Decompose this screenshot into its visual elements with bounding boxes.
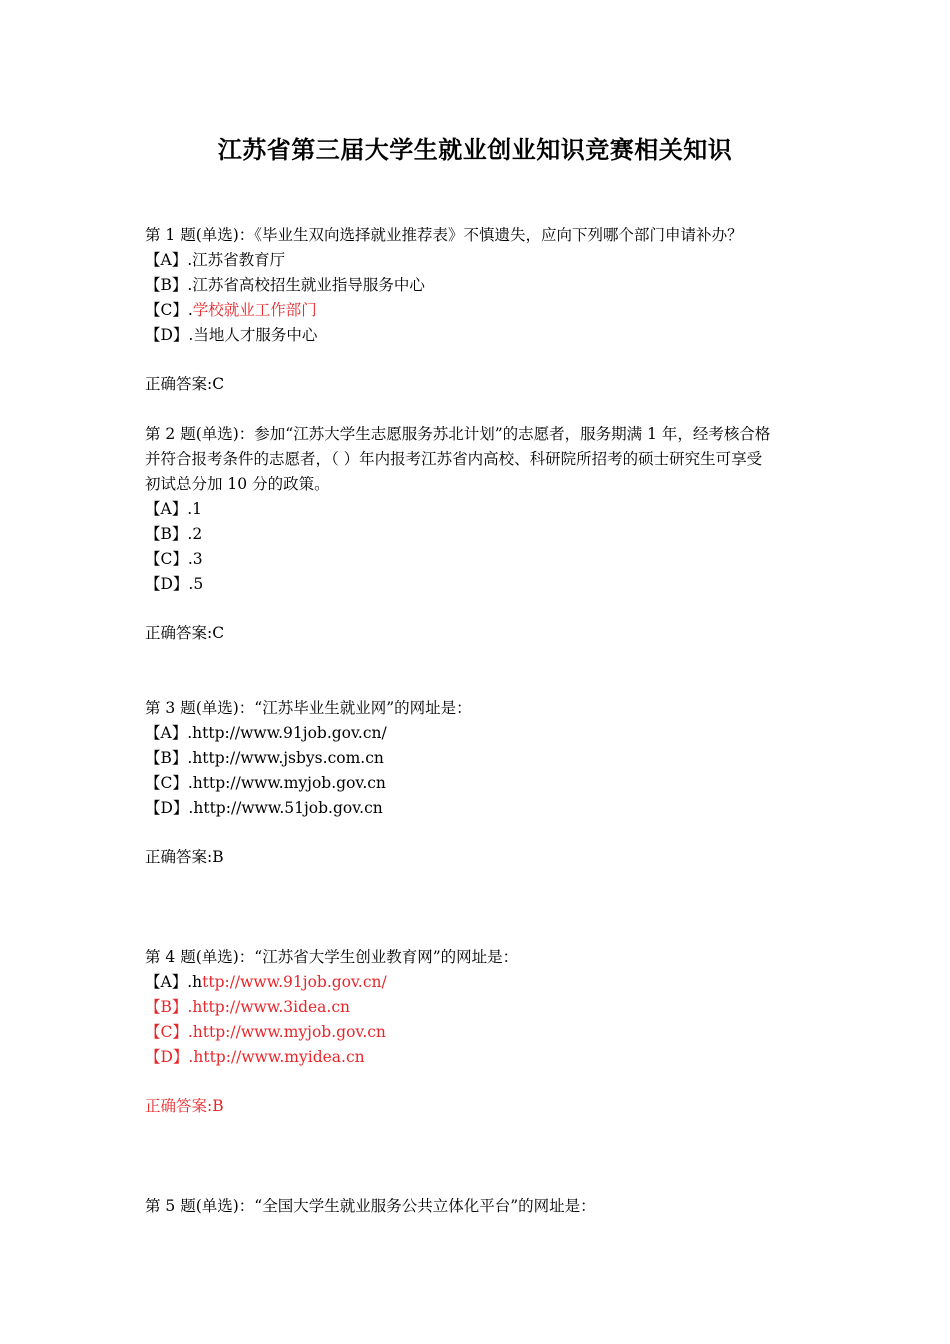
q5-stem: 第 5 题(单选)：“全国大学生就业服务公共立体化平台”的网址是： — [145, 1197, 596, 1215]
option-key: 【A】.h — [145, 973, 203, 991]
q1-answer: 正确答案:C — [145, 375, 225, 393]
option-key: 【B】. — [145, 525, 193, 543]
q3-option-c — [145, 771, 815, 796]
q2-stem-line-2: 并符合报考条件的志愿者，（ ）年内报考江苏省内高校、科研院所招考的硕士研究生可享受 — [145, 450, 763, 468]
option-key: 【B】. — [145, 749, 193, 767]
option-text: http://www.51job.gov.cn — [193, 799, 383, 817]
q2-option-a — [145, 497, 815, 522]
option-key: 【C】. — [145, 1023, 193, 1041]
option-text-highlighted: 学校就业工作部门 — [192, 301, 317, 319]
option-text: 1 — [192, 500, 202, 518]
option-text: 2 — [192, 525, 203, 543]
option-text-highlighted: ttp://www.91job.gov.cn/ — [202, 973, 387, 991]
option-key: 【B】. — [145, 276, 193, 294]
q3-answer: 正确答案:B — [145, 848, 224, 866]
option-text: http://www.myidea.cn — [193, 1048, 365, 1066]
q1-option-a — [145, 248, 815, 273]
option-key: 【A】. — [145, 251, 193, 269]
q3-stem: 第 3 题(单选)：“江苏毕业生就业网”的网址是： — [145, 699, 472, 717]
q3-option-a — [145, 721, 815, 746]
option-key: 【D】. — [145, 1048, 194, 1066]
q3-option-d — [145, 796, 815, 821]
option-key: 【D】. — [145, 799, 194, 817]
q1-option-d — [145, 323, 815, 348]
option-key: 【D】. — [145, 326, 194, 344]
option-key: 【D】. — [145, 575, 194, 593]
option-text: 江苏省高校招生就业指导服务中心 — [192, 276, 425, 294]
option-text: http://www.jsbys.com.cn — [192, 749, 384, 767]
q2-option-b — [145, 522, 815, 547]
option-text: 5 — [193, 575, 204, 593]
option-text: http://www.91job.gov.cn/ — [192, 724, 387, 742]
option-text: 当地人才服务中心 — [193, 326, 318, 344]
q1-option-c — [145, 298, 815, 323]
q1-stem: 第 1 题(单选)：《毕业生双向选择就业推荐表》不慎遗失，应向下列哪个部门申请补办？ — [145, 226, 743, 244]
q4-option-c — [145, 1020, 815, 1045]
option-key: 【C】. — [145, 301, 193, 319]
q1-option-b — [145, 273, 815, 298]
q2-stem-line-3: 初试总分加 10 分的政策。 — [145, 475, 330, 493]
q2-stem-line-1: 第 2 题(单选)：参加“江苏大学生志愿服务苏北计划”的志愿者，服务期满 1 年，经考核合格 — [145, 425, 771, 443]
option-text: 3 — [192, 550, 203, 568]
q4-option-b — [145, 995, 815, 1020]
q2-answer: 正确答案:C — [145, 624, 225, 642]
option-key: 【C】. — [145, 774, 193, 792]
option-text: http://www.myjob.gov.cn — [192, 1023, 386, 1041]
q4-answer: 正确答案:B — [145, 1097, 224, 1115]
option-key: 【C】. — [145, 550, 193, 568]
option-text: http://www.3idea.cn — [192, 998, 350, 1016]
q2-option-c — [145, 547, 815, 572]
option-key: 【A】. — [145, 724, 193, 742]
q4-option-a — [145, 970, 815, 995]
q4-option-d — [145, 1045, 815, 1070]
option-text: http://www.myjob.gov.cn — [192, 774, 386, 792]
q3-option-b — [145, 746, 815, 771]
option-key: 【A】. — [145, 500, 193, 518]
option-key: 【B】. — [145, 998, 193, 1016]
option-text: 江苏省教育厅 — [192, 251, 286, 269]
document-title: 江苏省第三届大学生就业创业知识竞赛相关知识 — [217, 135, 733, 164]
q4-stem: 第 4 题(单选)：“江苏省大学生创业教育网”的网址是： — [145, 948, 519, 966]
q2-option-d — [145, 572, 815, 597]
